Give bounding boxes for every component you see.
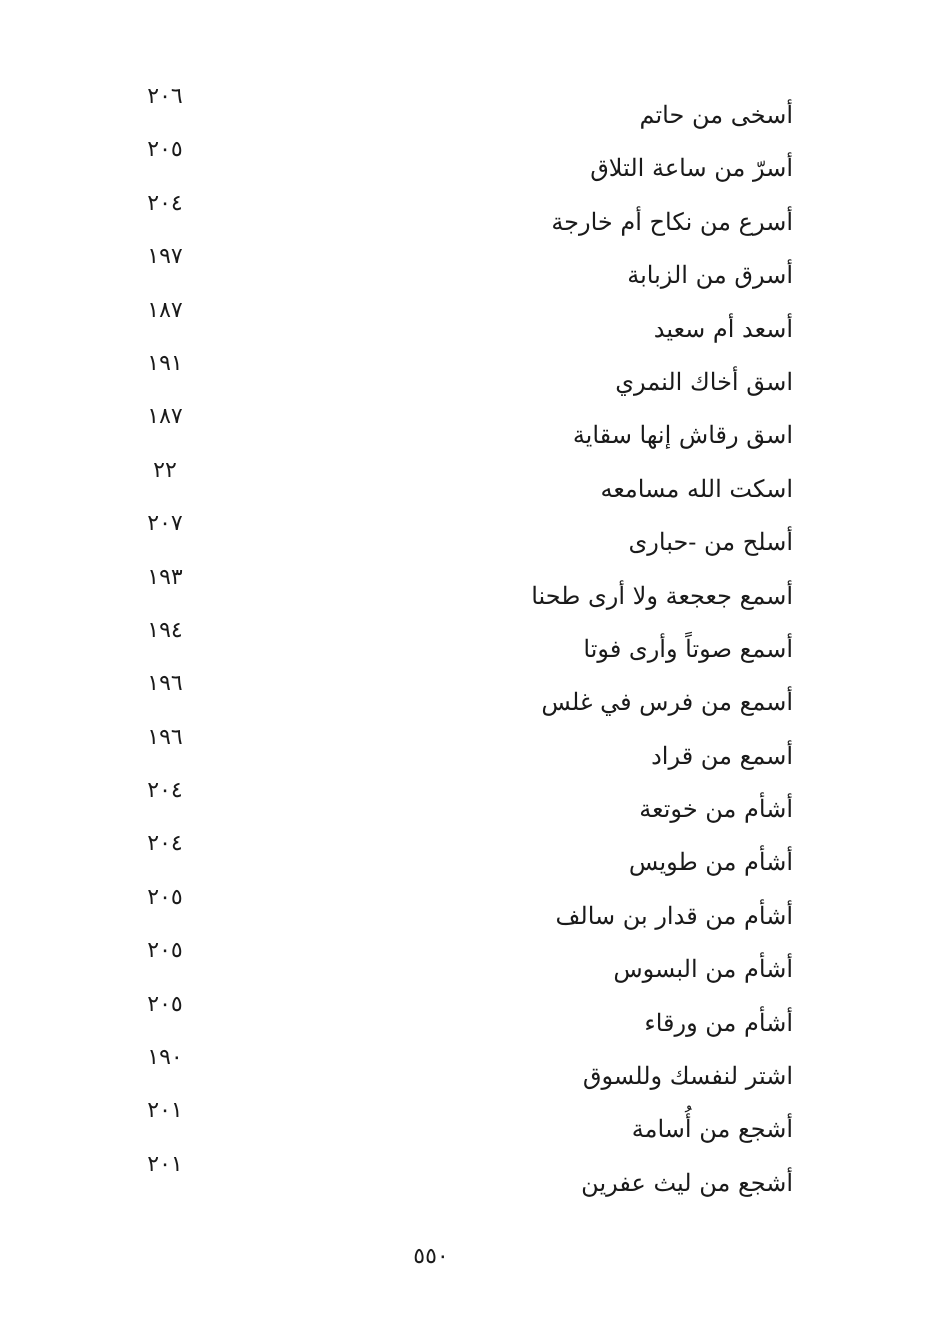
entry-page-number: ١٩٦: [147, 724, 183, 750]
index-entry: [0, 187, 946, 240]
entry-page-number: ٢٠١: [147, 1151, 183, 1177]
entry-text: أسمع من فرس في غلس: [541, 688, 793, 717]
index-entry: [0, 240, 946, 293]
entry-page-number: ١٩٠: [147, 1045, 183, 1071]
index-entry: [0, 774, 946, 827]
index-entry: [0, 1094, 946, 1147]
entry-page-number: ٢٠٥: [147, 884, 183, 910]
entry-page-number: ٢٠٧: [147, 511, 183, 537]
entry-page-number: ٢٠٤: [147, 190, 183, 216]
entry-page-number: ١٩٣: [147, 564, 183, 590]
entry-page-number: ٢٠٤: [147, 831, 183, 857]
entry-page-number: ١٩١: [147, 350, 183, 376]
index-entry: [0, 1041, 946, 1094]
index-entry: [0, 614, 946, 667]
index-list: [0, 80, 946, 1201]
entry-page-number: ٢٢: [153, 457, 177, 483]
index-entry: [0, 667, 946, 720]
index-entry: [0, 881, 946, 934]
entry-page-number: ٢٠٤: [147, 778, 183, 804]
entry-page-number: ٢٠٥: [147, 938, 183, 964]
entry-text: أشأم من البسوس: [613, 955, 793, 984]
entry-text: أسمع صوتاً وأرى فوتا: [583, 634, 793, 663]
entry-page-number: ١٩٦: [147, 671, 183, 697]
entry-text: أسخى من حاتم: [639, 101, 793, 129]
index-entry: [0, 347, 946, 400]
index-entry: [0, 721, 946, 774]
entry-page-number: ٢٠١: [147, 1098, 183, 1124]
entry-text: أشجع من ليث عفرين: [581, 1168, 793, 1197]
entry-page-number: ١٩٤: [147, 617, 183, 643]
index-entry: [0, 133, 946, 186]
index-entry: [0, 507, 946, 560]
entry-text: أشأم من قدار بن سالف: [555, 901, 793, 930]
index-entry: [0, 80, 946, 133]
entry-page-number: ٢٠٥: [147, 137, 183, 163]
entry-text: أسمع جعجعة ولا أرى طحنا: [531, 581, 793, 610]
entry-page-number: ٢٠٥: [147, 991, 183, 1017]
entry-text: أسرق من الزبابة: [627, 261, 793, 290]
entry-text: أشأم من ورقاء: [644, 1008, 793, 1037]
entry-text: أشأم من خوتعة: [639, 795, 793, 824]
index-entry: [0, 934, 946, 987]
index-entry: [0, 827, 946, 880]
index-entry: [0, 1148, 946, 1201]
entry-text: اسق أخاك النمري: [615, 367, 793, 396]
entry-text: أسمع من قراد: [651, 741, 793, 770]
entry-text: أسرع من نكاح أم خارجة: [551, 207, 793, 236]
entry-page-number: ٢٠٦: [147, 84, 183, 109]
entry-text: أسعد أم سعيد: [653, 314, 793, 343]
entry-text: اشتر لنفسك وللسوق: [582, 1062, 793, 1091]
entry-text: اسق رقاش إنها سقاية: [572, 421, 793, 450]
entry-text: أسلح من -حبارى: [628, 528, 793, 557]
entry-page-number: ١٨٧: [147, 297, 183, 323]
entry-text: أسرّ من ساعة التلاق: [590, 154, 793, 183]
index-entry: [0, 454, 946, 507]
index-entry: [0, 988, 946, 1041]
entry-page-number: ١٩٧: [147, 244, 183, 270]
entry-text: أشجع من أُسامة: [631, 1115, 793, 1144]
entry-text: اسكت الله مسامعه: [600, 474, 793, 503]
index-entry: [0, 294, 946, 347]
entry-page-number: ١٨٧: [147, 404, 183, 430]
footer-page-number: ٥٥٠: [413, 1244, 449, 1269]
index-entry: [0, 400, 946, 453]
entry-text: أشأم من طويس: [628, 848, 793, 877]
index-entry: [0, 561, 946, 614]
